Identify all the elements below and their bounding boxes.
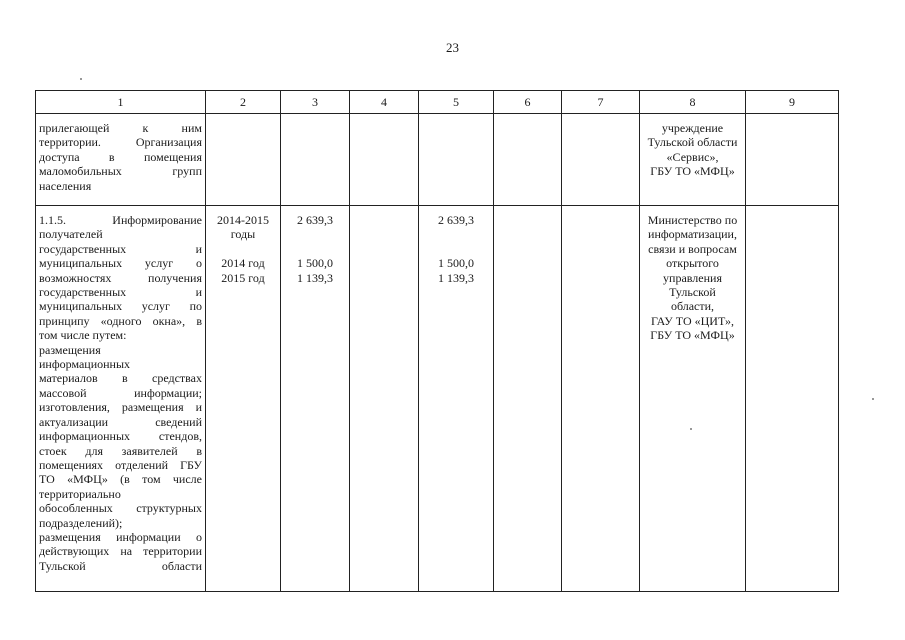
text-line: 1.1.5. Информирование [39, 213, 202, 227]
text-line: стоек для заявителей в [39, 443, 202, 458]
text-line: прилегающей к ним [39, 121, 202, 135]
text-line: маломобильных групп [39, 164, 202, 179]
text-line: ТО «МФЦ» (в том числе [39, 472, 202, 487]
text-line: муниципальных услуг по [39, 299, 202, 314]
amount-2015: 1 139,3 [438, 270, 474, 285]
amount-2015: 1 139,3 [297, 270, 333, 285]
text-line: ГБУ ТО «МФЦ» [650, 328, 735, 343]
amount-2014: 1 500,0 [297, 256, 333, 271]
text-line: связи и вопросам [648, 241, 737, 256]
empty-cell [419, 114, 494, 206]
header-cell: 7 [562, 91, 640, 114]
text-line: учреждение [661, 121, 724, 135]
header-cell: 3 [281, 91, 350, 114]
header-row [36, 91, 839, 114]
text-line: муниципальных услуг о [39, 256, 202, 271]
text-line: размещения [39, 342, 101, 357]
scan-speck [690, 428, 692, 430]
header-cell: 6 [494, 91, 562, 114]
text-line: государственных и [39, 285, 202, 300]
page-number: 23 [446, 40, 459, 55]
header-cell: 9 [746, 91, 839, 114]
row1-executor [640, 114, 746, 206]
empty-cell [746, 114, 839, 206]
text-line: управления [663, 270, 722, 285]
text-line: государственных и [39, 241, 202, 256]
scan-speck [80, 78, 82, 80]
text-line: населения [39, 178, 92, 193]
text-line: действующих на территории [39, 544, 202, 559]
empty-cell [494, 114, 562, 206]
header-cell: 2 [206, 91, 281, 114]
program-table [35, 90, 839, 592]
text-line: Тульской области [39, 558, 202, 573]
text-line: информационных [39, 357, 131, 372]
row2-executor [640, 206, 746, 592]
year-2015: 2015 год [221, 270, 265, 285]
row2-period [206, 206, 281, 592]
header-cell: 8 [640, 91, 746, 114]
text-line: доступа в помещения [39, 149, 202, 164]
amount-total: 2 639,3 [438, 213, 474, 227]
period-unit: годы [230, 227, 256, 242]
period-label: 2014-2015 [217, 213, 269, 227]
text-line: территориально [39, 486, 121, 501]
table-row [36, 206, 839, 592]
text-line: области, [670, 299, 715, 314]
header-cell: 1 [36, 91, 206, 114]
text-line: обособленных структурных [39, 501, 202, 516]
row2-col3-amounts [281, 206, 350, 592]
text-line: помещениях отделений ГБУ [39, 457, 202, 472]
empty-cell [350, 206, 419, 592]
text-line: массовой информации; [39, 385, 202, 400]
scan-speck [872, 398, 874, 400]
text-line: возможностях получения [39, 270, 202, 285]
text-line: размещения информации о [39, 529, 202, 544]
amount-2014: 1 500,0 [438, 256, 474, 271]
text-line: информатизации, [648, 227, 737, 242]
text-line: Министерство по [647, 213, 738, 227]
row2-description [36, 206, 206, 592]
text-line: принципу «одного окна», в [39, 313, 202, 328]
text-line: «Сервис», [666, 149, 719, 164]
empty-cell [206, 114, 281, 206]
text-line: открытого [666, 256, 719, 271]
empty-cell [746, 206, 839, 592]
text-line: получателей [39, 227, 103, 242]
year-2014: 2014 год [221, 256, 265, 271]
text-line: информационных стендов, [39, 429, 202, 444]
row2-col5-amounts [419, 206, 494, 592]
text-line: ГАУ ТО «ЦИТ», [651, 313, 734, 328]
text-line: Тульской области [647, 135, 738, 150]
empty-cell [494, 206, 562, 592]
text-line: материалов в средствах [39, 371, 202, 386]
empty-cell [562, 114, 640, 206]
text-line: Тульской [669, 285, 716, 300]
text-line: ГБУ ТО «МФЦ» [650, 164, 735, 179]
text-line: изготовления, размещения и [39, 400, 202, 415]
header-cell: 5 [419, 91, 494, 114]
header-cell: 4 [350, 91, 419, 114]
text-line: территории. Организация [39, 135, 202, 150]
text-line: подразделений); [39, 515, 123, 530]
empty-cell [562, 206, 640, 592]
amount-total: 2 639,3 [297, 213, 333, 227]
table-row [36, 114, 839, 206]
text-line: актуализации сведений [39, 414, 202, 429]
empty-cell [350, 114, 419, 206]
row1-description [36, 114, 206, 206]
empty-cell [281, 114, 350, 206]
text-line: том числе путем: [39, 328, 127, 343]
